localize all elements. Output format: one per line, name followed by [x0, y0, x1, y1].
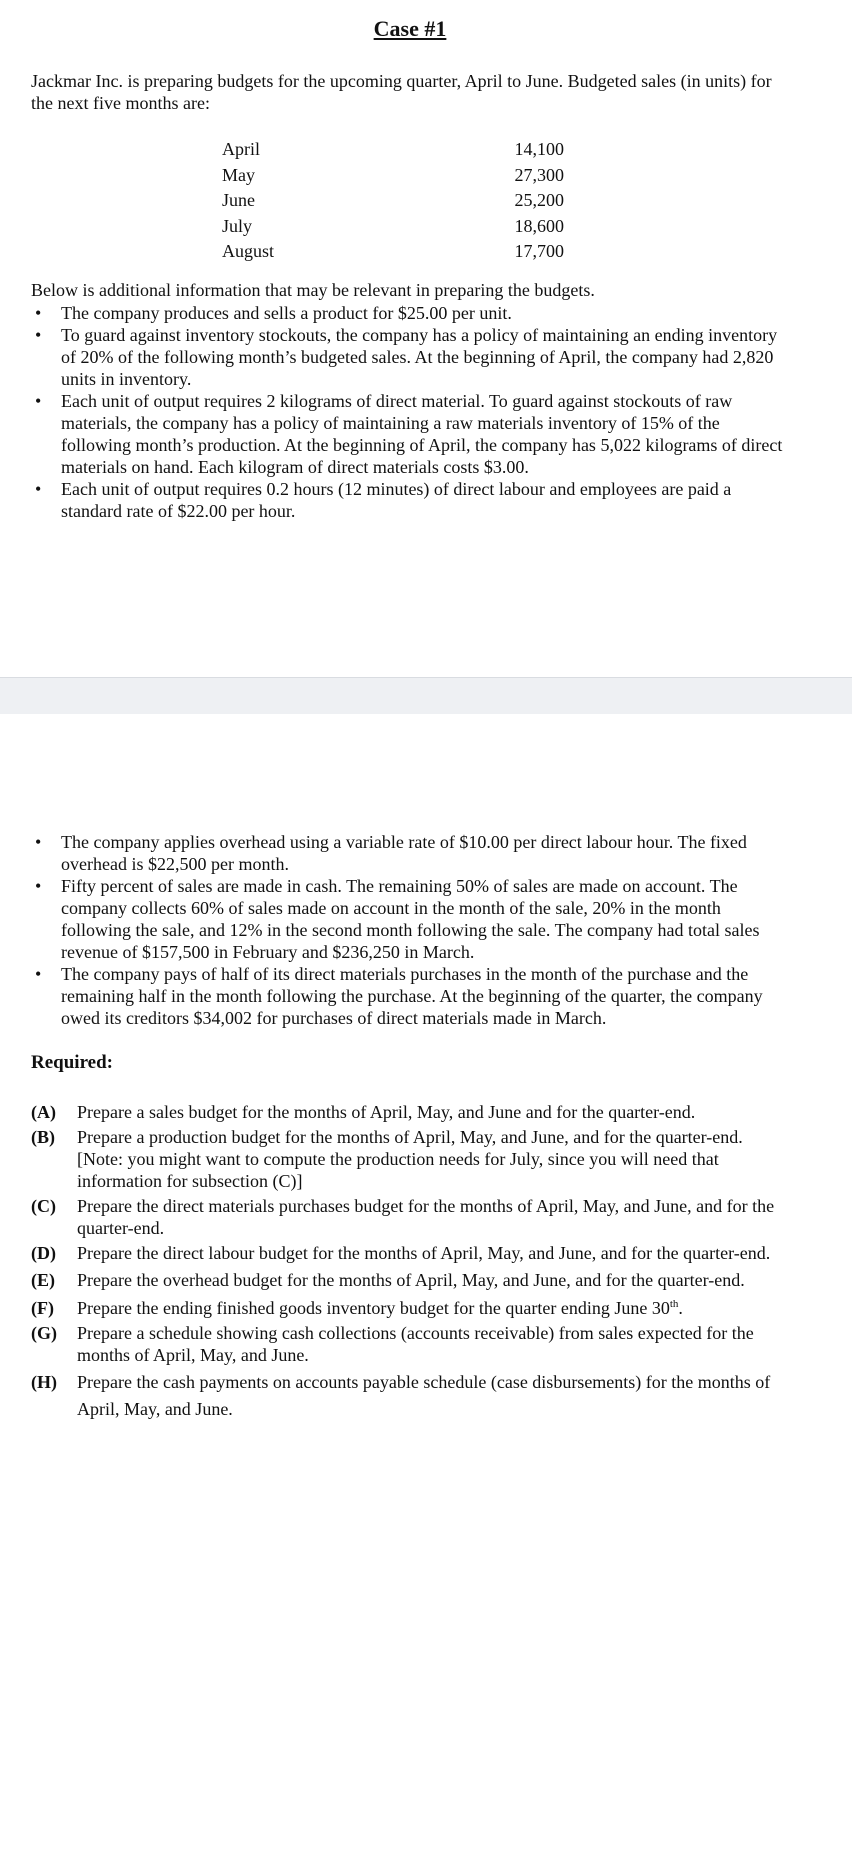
requirement-label: (C) [31, 1196, 56, 1216]
bullet-icon: • [35, 876, 42, 896]
month-cell: July [222, 215, 253, 236]
requirement-label: (G) [31, 1323, 57, 1343]
requirement-item [31, 1126, 791, 1192]
additional-info-heading: Below is additional information that may be relevant in preparing the budgets. [31, 280, 595, 300]
table-row [222, 188, 564, 214]
requirement-text: Prepare the direct materials purchases budget for the months of April, May, and June, and for the quarter-end. [77, 1196, 775, 1238]
units-cell: 14,100 [514, 139, 564, 159]
requirement-text: Prepare the ending finished goods inventory budget for the quarter ending June 30 [77, 1298, 670, 1318]
requirement-label: (F) [31, 1298, 54, 1318]
list-item [31, 963, 791, 1029]
requirement-item [31, 1101, 791, 1123]
list-item [31, 302, 791, 324]
bullet-icon: • [35, 832, 42, 852]
units-cell: 18,600 [514, 215, 564, 236]
list-item [31, 875, 791, 963]
bullet-icon: • [35, 964, 42, 984]
list-item-text: Each unit of output requires 2 kilograms of direct material. To guard against stockouts of raw materials, the company has a policy of maintaining a raw materials inventory of 15% of the following month’s production. At the beginning of April, the company has 5,022 kilograms of direct materials on hand. Each kilogram of direct materials costs $3.00. [61, 391, 783, 477]
bullet-icon: • [35, 303, 42, 323]
table-row [222, 214, 564, 240]
requirements-list [31, 1101, 791, 1426]
units-cell: 27,300 [514, 164, 564, 185]
bullet-icon: • [35, 325, 42, 345]
bullet-list-page-1 [31, 302, 791, 522]
requirement-item [31, 1242, 791, 1264]
requirement-label: (E) [31, 1270, 55, 1290]
table-row [222, 163, 564, 189]
requirement-item [31, 1195, 791, 1239]
requirement-label: (A) [31, 1102, 56, 1122]
list-item-text: Fifty percent of sales are made in cash. The remaining 50% of sales are made on account. The company collects 60% of sales made on account in the month of the sale, 20% in the month following the sale, and 12% in the second month following the sale. The company had total sales revenue of $157,500 in February and $236,250 in March. [61, 876, 760, 962]
requirement-label: (D) [31, 1243, 56, 1263]
requirement-text: Prepare the overhead budget for the months of April, May, and June, and for the quarter-end. [77, 1270, 745, 1290]
bullet-icon: • [35, 479, 42, 499]
list-item-text: To guard against inventory stockouts, the company has a policy of maintaining an ending inventory of 20% of the following month’s budgeted sales. At the beginning of April, the company had 2,820 units in inventory. [61, 325, 778, 389]
bullet-list-page-2 [31, 831, 791, 1029]
list-item-text: Each unit of output requires 0.2 hours (12 minutes) of direct labour and employees are paid a standard rate of $22.00 per hour. [61, 479, 732, 521]
requirement-item [31, 1369, 791, 1423]
intro-paragraph: Jackmar Inc. is preparing budgets for the upcoming quarter, April to June. Budgeted sales (in units) for the next five months are: [31, 71, 772, 113]
requirement-text: Prepare a schedule showing cash collections (accounts receivable) from sales expected for the months of April, May, and June. [77, 1323, 754, 1365]
sales-units-table [222, 137, 564, 265]
month-cell: April [222, 139, 260, 159]
month-cell: June [222, 190, 255, 210]
page-separator [0, 677, 852, 715]
list-item [31, 831, 791, 875]
list-item-text: The company produces and sells a product for $25.00 per unit. [61, 303, 512, 323]
ordinal-suffix: th [669, 1298, 679, 1310]
requirement-text: Prepare the direct labour budget for the months of April, May, and June, and for the quarter-end. [77, 1243, 771, 1263]
table-row [222, 137, 564, 163]
requirement-text: Prepare the cash payments on accounts payable schedule (case disbursements) for the months of April, May, and June. [77, 1372, 771, 1419]
required-heading: Required: [31, 1052, 113, 1073]
list-item [31, 390, 791, 478]
units-cell: 17,700 [514, 241, 564, 261]
requirement-label: (H) [31, 1372, 57, 1392]
units-cell: 25,200 [514, 190, 564, 210]
month-cell: August [222, 241, 275, 261]
list-item-text: The company pays of half of its direct materials purchases in the month of the purchase and the remaining half in the month following the purchase. At the beginning of the quarter, the company owed its creditors $34,002 for purchases of direct materials made in March. [61, 964, 763, 1028]
table-row [222, 239, 564, 265]
list-item-text: The company applies overhead using a variable rate of $10.00 per direct labour hour. The fixed overhead is $22,500 per month. [61, 832, 747, 874]
requirement-label: (B) [31, 1127, 55, 1147]
requirement-item [31, 1297, 791, 1319]
list-item [31, 324, 791, 390]
requirement-item [31, 1322, 791, 1366]
requirement-text: Prepare a sales budget for the months of April, May, and June and for the quarter-end. [77, 1102, 696, 1122]
case-title: Case #1 [373, 16, 447, 41]
bullet-icon: • [35, 391, 42, 411]
document-page-1 [0, 0, 852, 677]
requirement-item [31, 1267, 791, 1294]
sentence-end: . [678, 1298, 683, 1318]
month-cell: May [222, 164, 255, 185]
requirement-text: Prepare a production budget for the months of April, May, and June, and for the quarter-end. [Note: you might want to compute the production needs for July, since you will need that information for subsection (C)] [77, 1127, 743, 1191]
list-item [31, 478, 791, 522]
